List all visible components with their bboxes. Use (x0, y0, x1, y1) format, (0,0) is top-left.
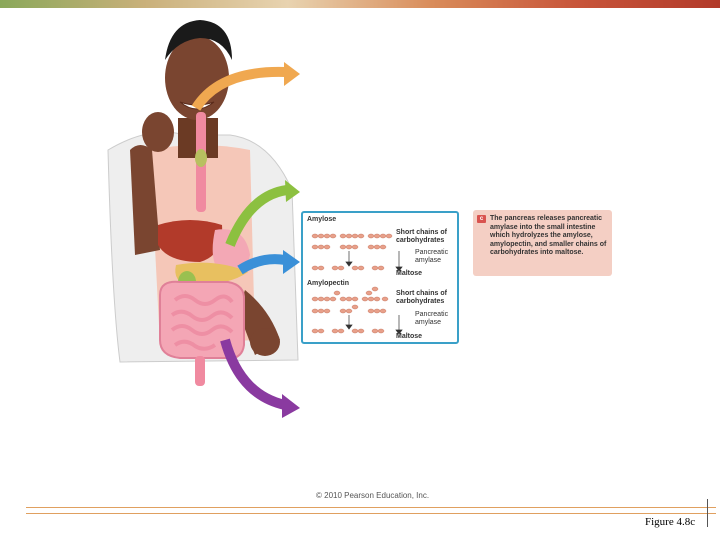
footer-rule-bottom (26, 513, 716, 514)
copyright-notice: © 2010 Pearson Education, Inc. (316, 491, 430, 500)
label-short-chains-1b: carbohydrates (396, 237, 445, 244)
footer-rule-top (26, 507, 716, 508)
label-maltose-2: Maltose (396, 333, 423, 340)
label-pancreatic-2: Pancreatic (415, 311, 449, 318)
orange-arrow-head (284, 62, 300, 86)
label-amylose: Amylose (307, 216, 337, 223)
label-amylase-2: amylase (415, 319, 442, 326)
reaction-arrows (346, 251, 402, 334)
label-short-chains-2b: carbohydrates (396, 298, 445, 305)
callout-letter-badge: c (477, 215, 486, 223)
short-chain-row-1 (312, 245, 386, 249)
left-hand (142, 112, 174, 152)
amylopectin-chain (312, 287, 388, 301)
label-pancreatic-1: Pancreatic (415, 249, 449, 256)
digestion-panel (301, 211, 459, 344)
callout-box (473, 210, 612, 276)
short-chain-row-2 (312, 305, 386, 313)
maltose-row-1 (312, 266, 384, 270)
salivary-gland (195, 149, 207, 167)
label-amylase-1: amylase (415, 257, 442, 264)
right-hand (250, 328, 280, 356)
label-amylopectin: Amylopectin (307, 280, 350, 287)
label-short-chains-1a: Short chains of (396, 229, 447, 236)
footer-vertical-bar (707, 499, 708, 527)
rectum (195, 356, 205, 386)
figure-label: Figure 4.8c (645, 516, 696, 528)
label-maltose-1: Maltose (396, 270, 423, 277)
amylose-chain (312, 234, 392, 238)
label-short-chains-2a: Short chains of (396, 290, 447, 297)
purple-arrow-head (282, 394, 300, 418)
callout-text: The pancreas releases pancreatic amylase into the small intestine which hydrolyzes the amylose, amylopectin, and smaller chains of carbohydrates into maltose. (490, 215, 607, 256)
maltose-row-2 (312, 329, 384, 333)
